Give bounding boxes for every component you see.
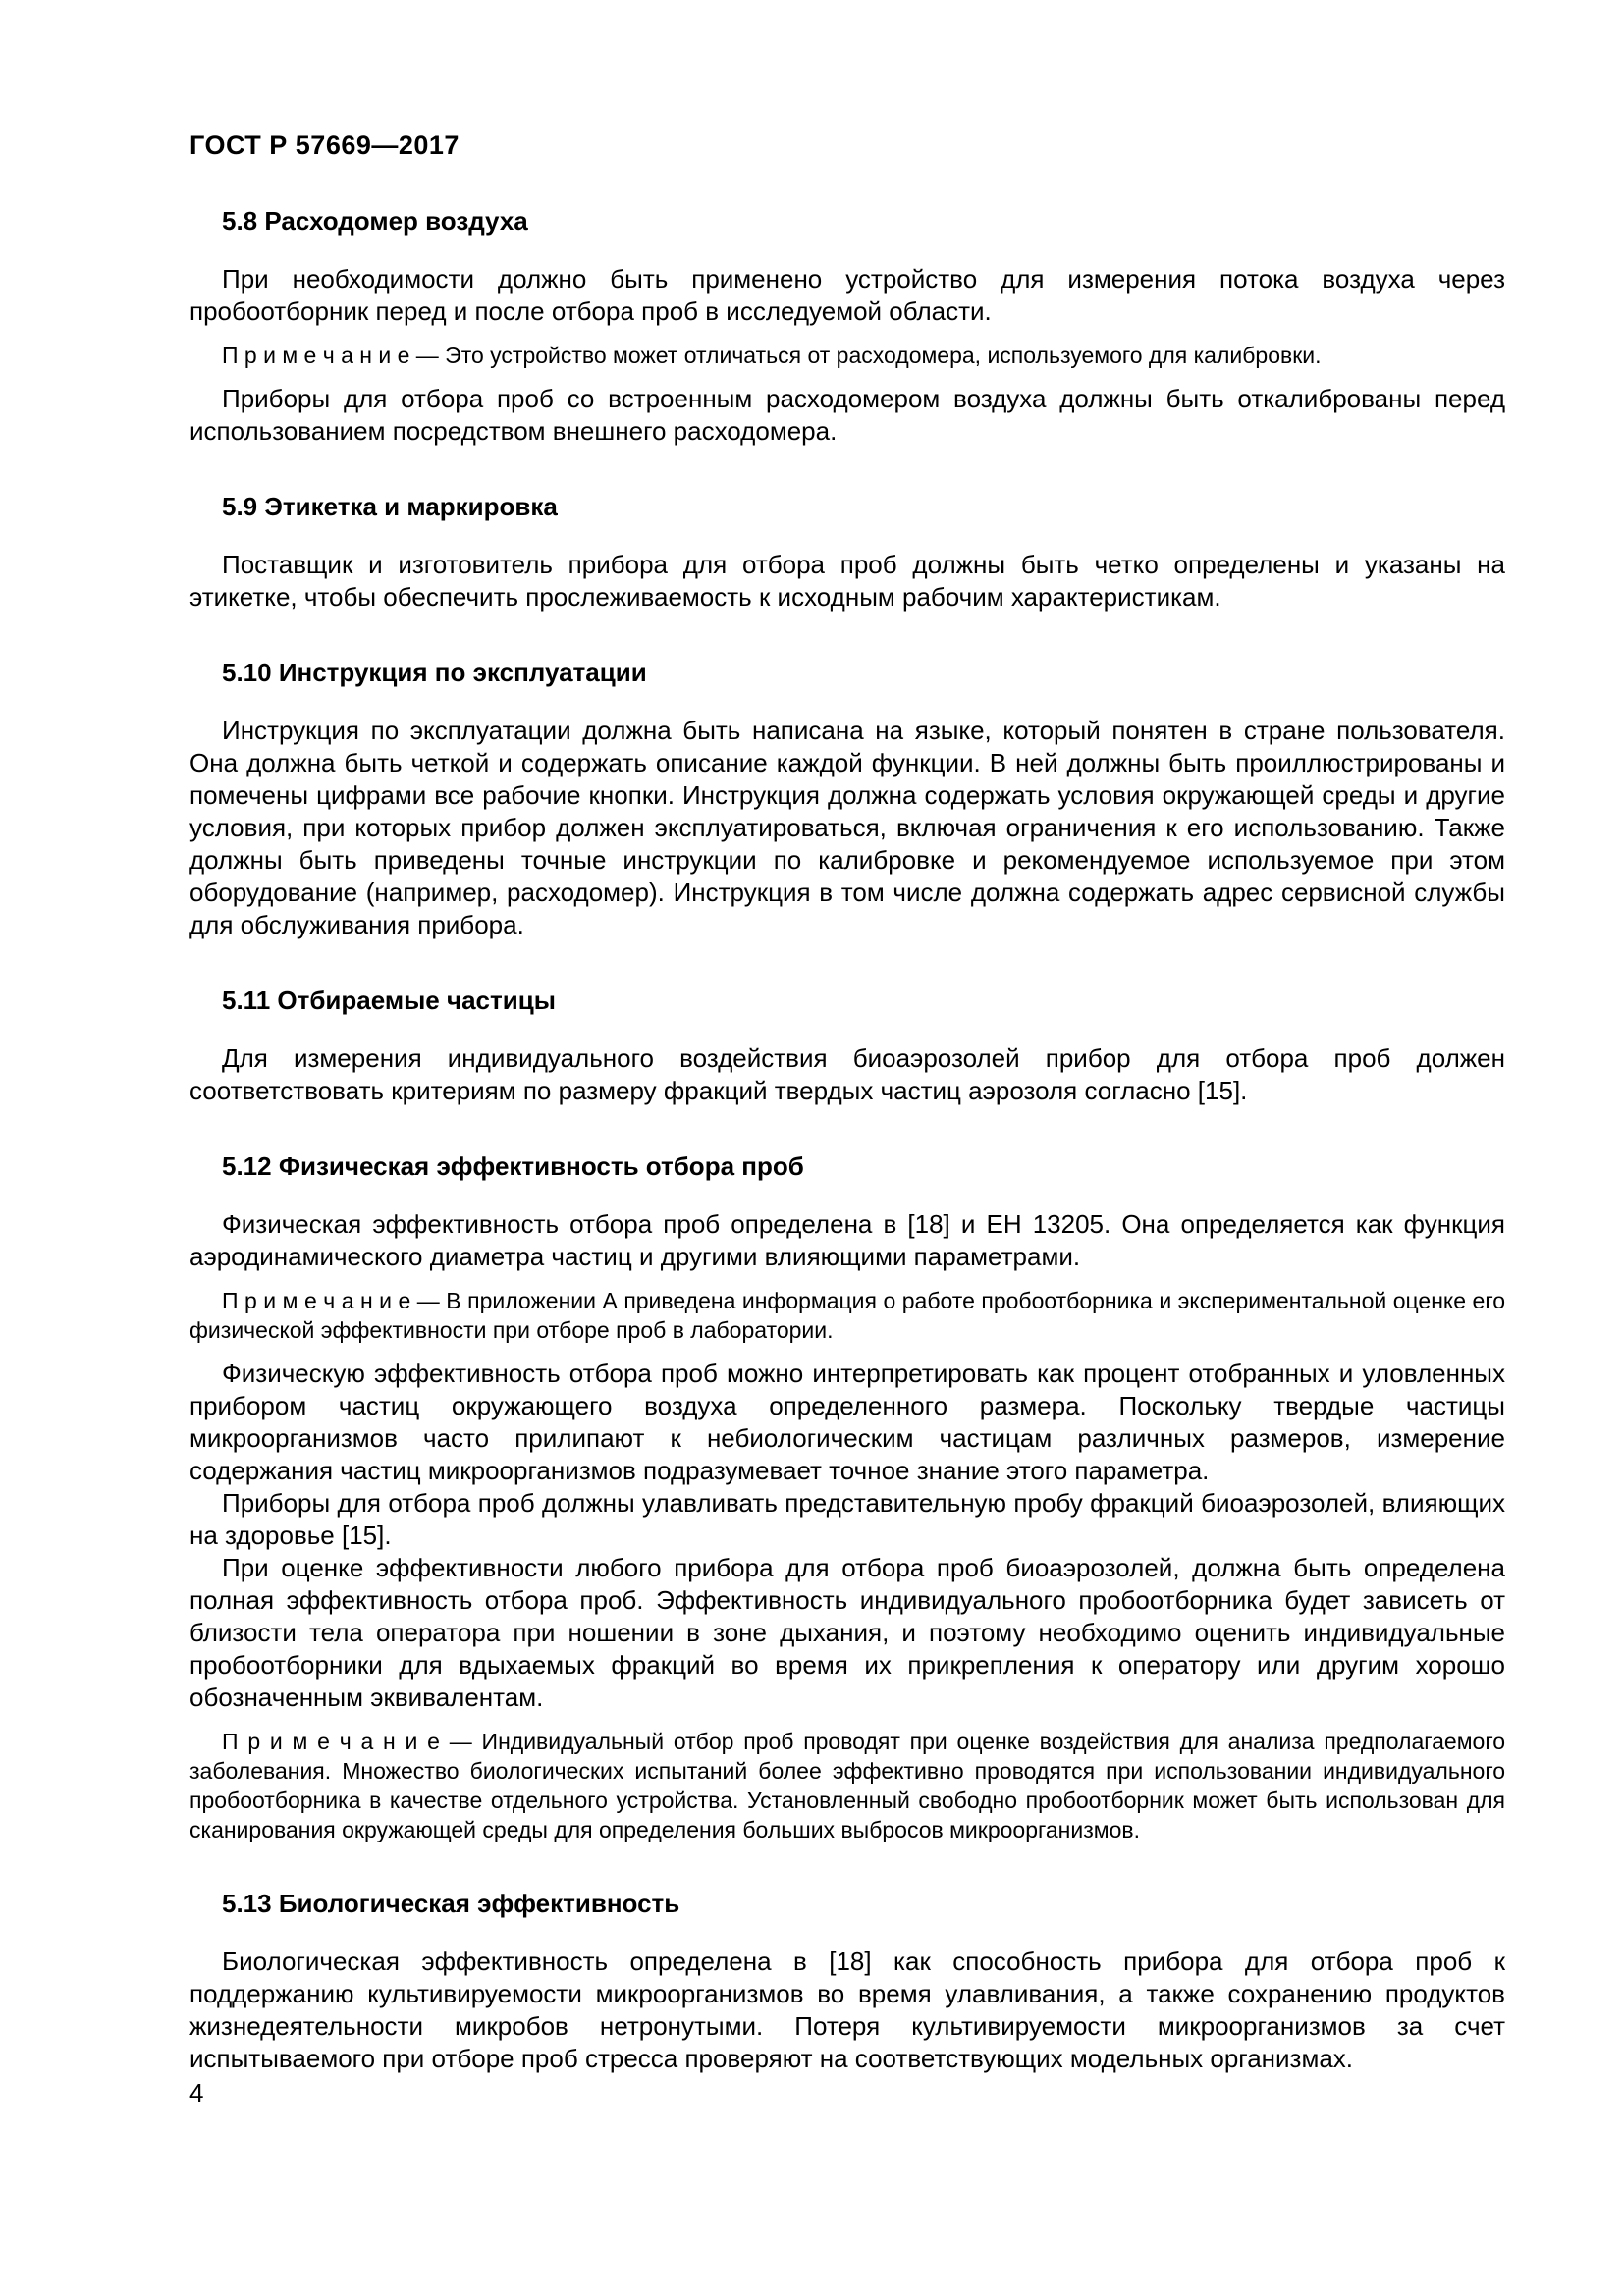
section-heading-5-9: 5.9 Этикетка и маркировка xyxy=(222,492,558,521)
section-heading-5-12: 5.12 Физическая эффективность отбора проб xyxy=(222,1151,804,1181)
document-header: ГОСТ Р 57669—2017 xyxy=(189,131,460,160)
document-content xyxy=(189,130,1505,2075)
page-number: 4 xyxy=(189,2078,204,2108)
paragraph: Биологическая эффективность определена в [18] как способность прибора для отбора проб к поддержанию культивируемости микроорганизмов во время улавливания, а также сохранению продуктов жизнедеятельности микробов нетронутыми. Потеря культивируемости микроорганизмов за счет испытываемого при отборе проб стресса проверяют на соответствующих модельных организмах. xyxy=(189,1947,1505,2073)
section-heading-5-8: 5.8 Расходомер воздуха xyxy=(222,206,528,236)
section-heading-5-11: 5.11 Отбираемые частицы xyxy=(222,986,556,1015)
paragraph: Для измерения индивидуального воздействия биоаэрозолей прибор для отбора проб должен соответствовать критериям по размеру фракций твердых частиц аэрозоля согласно [15]. xyxy=(189,1043,1505,1105)
paragraph: Физическая эффективность отбора проб определена в [18] и ЕН 13205. Она определяется как функция аэродинамического диаметра частиц и другими влияющими параметрами. xyxy=(189,1209,1505,1271)
note: П р и м е ч а н и е — Это устройство может отличаться от расходомера, используемого для калибровки. xyxy=(222,343,1322,368)
paragraph: Приборы для отбора проб должны улавливать представительную пробу фракций биоаэрозолей, влияющих на здоровье [15]. xyxy=(189,1488,1505,1550)
paragraph: Поставщик и изготовитель прибора для отбора проб должны быть четко определены и указаны на этикетке, чтобы обеспечить прослеживаемость к исходным рабочим характеристикам. xyxy=(189,550,1505,612)
note: П р и м е ч а н и е — Индивидуальный отбор проб проводят при оценке воздействия для анализа предполагаемого заболевания. Множество биологических испытаний более эффективно проводятся при использовании индивидуального пробоотборника в качестве отдельного устройства. Установленный свободно пробоотборник может быть использован для сканирования окружающей среды для определения больших выбросов микроорганизмов. xyxy=(189,1729,1505,1842)
paragraph: При оценке эффективности любого прибора для отбора проб биоаэрозолей, должна быть определена полная эффективность отбора проб. Эффективность индивидуального пробоотборника будет зависеть от близости тела оператора при ношении в зоне дыхания, и поэтому необходимо оценить индивидуальные пробоотборники для вдыхаемых фракций во время их прикрепления к оператору или другим хорошо обозначенным эквивалентам. xyxy=(189,1553,1505,1712)
section-heading-5-13: 5.13 Биологическая эффективность xyxy=(222,1889,680,1918)
paragraph: Инструкция по эксплуатации должна быть написана на языке, который понятен в стране пользователя. Она должна быть четкой и содержать описание каждой функции. В ней должны быть проиллюстрированы и помечены цифрами все рабочие кнопки. Инструкция должна содержать условия окружающей среды и другие условия, при которых прибор должен эксплуатироваться, включая ограничения к его использованию. Также должны быть приведены точные инструкции по калибровке и рекомендуемое используемое при этом оборудование (например, расходомер). Инструкция в том числе должна содержать адрес сервисной службы для обслуживания прибора. xyxy=(189,716,1505,939)
paragraph: Приборы для отбора проб со встроенным расходомером воздуха должны быть откалиброваны перед использованием посредством внешнего расходомера. xyxy=(189,384,1505,446)
note: П р и м е ч а н и е — В приложении А приведена информация о работе пробоотборника и экспериментальной оценке его физической эффективности при отборе проб в лаборатории. xyxy=(189,1288,1505,1343)
paragraph: Физическую эффективность отбора проб можно интерпретировать как процент отобранных и уловленных прибором частиц окружающего воздуха определенного размера. Поскольку твердые частицы микроорганизмов часто прилипают к небиологическим частицам различных размеров, измерение содержания частиц микроорганизмов подразумевает точное знание этого параметра. xyxy=(189,1359,1505,1485)
section-heading-5-10: 5.10 Инструкция по эксплуатации xyxy=(222,658,647,687)
paragraph: При необходимости должно быть применено устройство для измерения потока воздуха через пробоотборник перед и после отбора проб в исследуемой области. xyxy=(189,264,1505,326)
